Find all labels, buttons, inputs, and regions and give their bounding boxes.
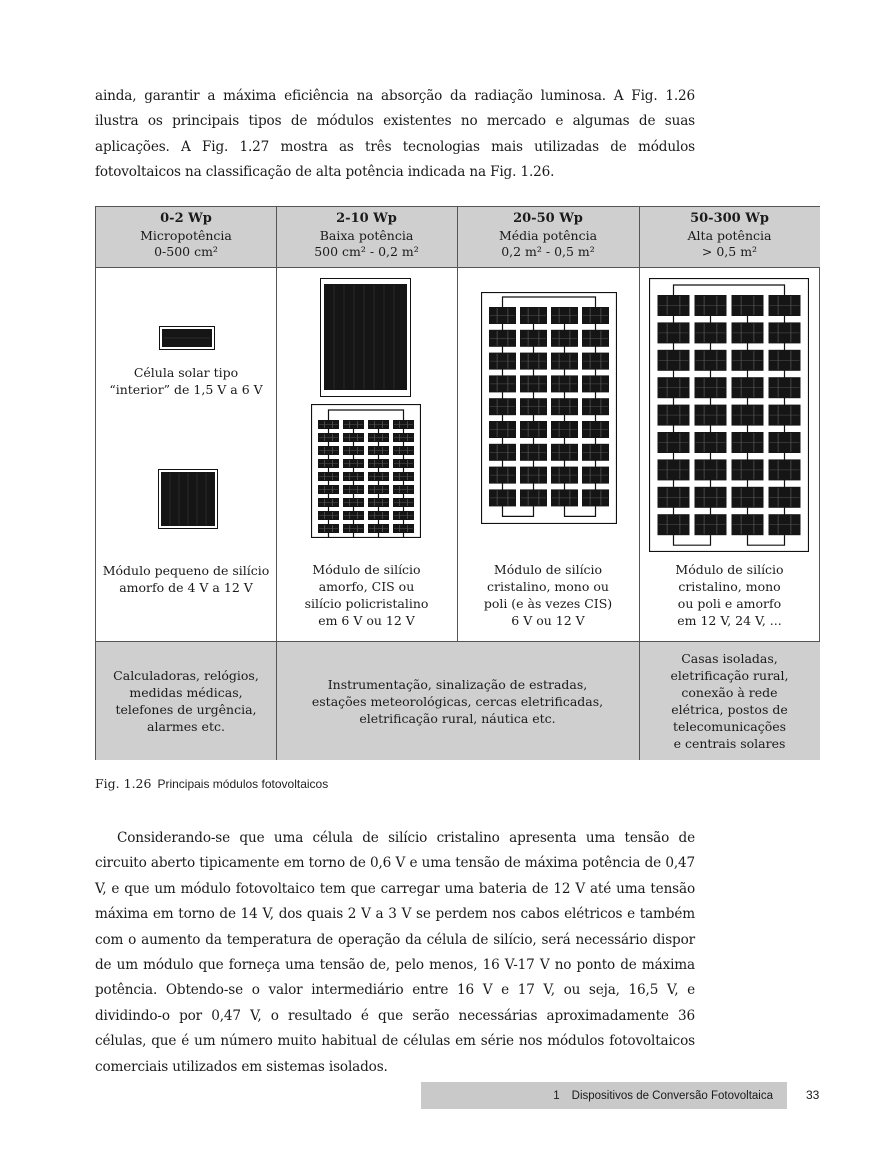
app-line: Calculadoras, relógios,	[113, 668, 259, 683]
applications-high	[639, 641, 820, 760]
header-area: 0,2 m² - 0,5 m²	[501, 244, 595, 259]
grid-divider	[457, 207, 458, 641]
body-paragraph	[95, 826, 695, 1080]
header-class: Média potência	[498, 227, 598, 243]
applications-low-medium	[276, 641, 639, 760]
app-line: e centrais solares	[673, 736, 786, 751]
app-line: elétrica, postos de	[671, 702, 788, 717]
app-line: medidas médicas,	[129, 685, 243, 700]
grid-divider	[276, 207, 277, 760]
label-line: Módulo de silício	[675, 562, 784, 577]
label-line: poli (e às vezes CIS)	[483, 596, 613, 611]
applications-micro	[96, 641, 276, 760]
label-line: Módulo pequeno de silício	[102, 563, 270, 578]
header-medium	[457, 207, 639, 268]
label-line: Célula solar tipo	[133, 365, 239, 380]
column-medium	[457, 268, 639, 641]
header-class: Micropotência	[140, 227, 232, 243]
crystalline-module-medium-icon	[481, 292, 617, 524]
page-number: 33	[806, 1088, 820, 1102]
header-high	[639, 207, 820, 268]
header-power: 20-50 Wp	[513, 211, 583, 226]
chapter-number: 1	[553, 1089, 560, 1102]
running-footer	[421, 1082, 787, 1109]
app-line: alarmes etc.	[147, 719, 225, 734]
body-text: Considerando-se que uma célula de silício cristalino apresenta uma tensão de circuito aberto tipicamente em torno de 0,6 V e uma tensão de máxima potência de 0,47 V, e que um módulo fotovoltaico tem que carregar uma bateria de 12 V até uma tensão máxima em torno de 14 V, dos quais 2 V a 3 V se perdem nos cabos elétricos e também com o aumento da temperatura de operação da célula de silício, será necessário dispor de um módulo que forneça uma tensão de, pelo menos, 16 V-17 V no ponto de máxima potência. Obtendo-se o valor intermediário entre 16 V e 17 V, ou seja, 16,5 V, e dividindo-o por 0,47 V, o resultado é que serão necessárias aproximadamente 36 células, que é um número muito habitual de células em série nos módulos fotovoltaicos comerciais utilizados em sistemas isolados.	[95, 830, 695, 1075]
amorphous-module-icon	[320, 278, 411, 397]
app-line: estações meteorológicas, cercas eletrificadas,	[311, 693, 604, 709]
app-line: telefones de urgência,	[115, 702, 257, 717]
polycrystalline-module-icon	[311, 404, 421, 538]
header-power: 0-2 Wp	[160, 211, 212, 226]
label-line: ou poli e amorfo	[677, 596, 782, 611]
header-class: Baixa potência	[319, 227, 414, 243]
figure-caption	[95, 776, 328, 791]
caption-text: Principais módulos fotovoltaicos	[157, 777, 329, 791]
header-area: 0-500 cm²	[154, 244, 218, 259]
header-power: 2-10 Wp	[336, 211, 397, 226]
label-line: cristalino, mono	[678, 579, 781, 594]
app-line: conexão à rede	[681, 685, 778, 700]
header-power: 50-300 Wp	[690, 211, 769, 226]
grid-divider	[639, 207, 640, 760]
app-line: Instrumentação, sinalização de estradas,	[327, 676, 588, 692]
label-line: amorfo, CIS ou	[318, 579, 415, 594]
label-small-amorphous	[96, 562, 276, 596]
label-medium-power-module	[457, 561, 639, 629]
chapter-title: Dispositivos de Conversão Fotovoltaica	[571, 1089, 773, 1102]
header-area: 500 cm² - 0,2 m²	[314, 244, 419, 259]
label-line: em 12 V, 24 V, ...	[677, 613, 782, 628]
label-line: cristalino, mono ou	[487, 579, 609, 594]
small-amorphous-module-icon	[158, 469, 218, 529]
label-interior-cell	[96, 364, 276, 398]
label-line: Módulo de silício	[493, 562, 603, 577]
intro-text: ainda, garantir a máxima eficiência na absorção da radiação luminosa. A Fig. 1.26 ilustra os principais tipos de módulos existentes no mercado e algumas de suas aplicações. A Fig. 1.27 mostra as três tecnologias mais utilizadas de módulos fotovoltaicos na classificação de alta potência indicada na Fig. 1.26.	[95, 88, 695, 181]
label-low-power-module	[276, 561, 457, 629]
app-line: eletrificação rural, náutica etc.	[359, 710, 556, 726]
label-high-power-module	[639, 561, 820, 629]
app-line: eletrificação rural,	[670, 668, 789, 683]
header-area: > 0,5 m²	[701, 244, 758, 259]
label-line: silício policristalino	[304, 596, 429, 611]
intro-paragraph	[95, 84, 695, 186]
app-line: telecomunicações	[672, 719, 787, 734]
label-line: “interior” de 1,5 V a 6 V	[109, 382, 263, 397]
label-line: amorfo de 4 V a 12 V	[119, 580, 253, 595]
figure-module-table	[95, 206, 820, 760]
small-cell-icon	[159, 326, 215, 350]
crystalline-module-high-icon	[649, 278, 809, 552]
header-low	[276, 207, 457, 268]
caption-number: Fig. 1.26	[95, 776, 152, 791]
header-micro	[96, 207, 276, 268]
label-line: 6 V ou 12 V	[511, 613, 585, 628]
column-micro	[96, 268, 276, 641]
header-class: Alta potência	[687, 227, 772, 243]
column-high	[639, 268, 820, 641]
label-line: em 6 V ou 12 V	[318, 613, 415, 628]
column-low	[276, 268, 457, 641]
label-line: Módulo de silício	[312, 562, 421, 577]
app-line: Casas isoladas,	[681, 651, 778, 666]
